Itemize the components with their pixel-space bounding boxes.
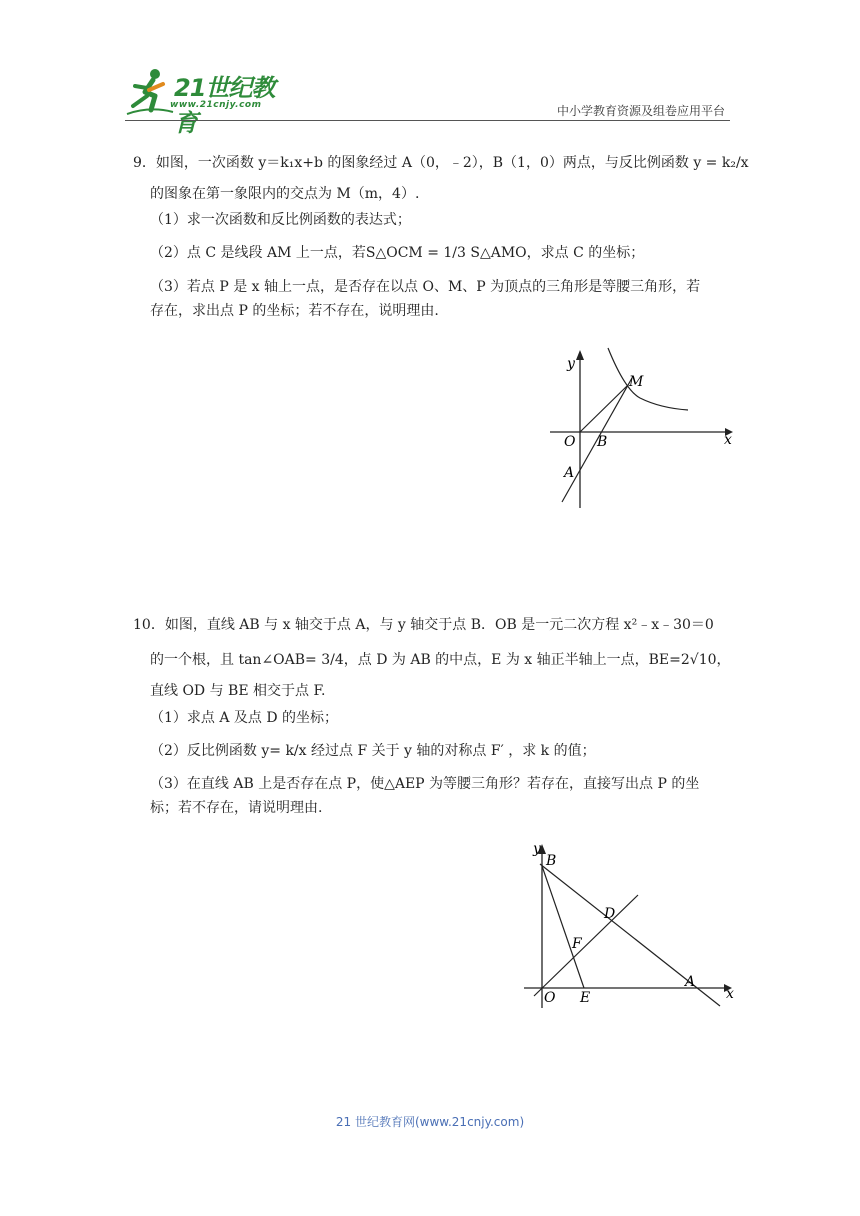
q10-line1: 10．如图，直线 AB 与 x 轴交于点 A，与 y 轴交于点 B．OB 是一元二次方程 x²﹣x﹣30＝0 xyxy=(133,617,714,633)
q9-label-a: A xyxy=(564,465,575,481)
q9-label-b: B xyxy=(597,434,608,450)
q10-label-d: D xyxy=(604,906,616,922)
q9-figure xyxy=(550,340,740,510)
q10-part3b: 标；若不存在，请说明理由. xyxy=(150,800,323,816)
q10-label-f: F xyxy=(572,936,582,952)
q9-label-o: O xyxy=(564,434,576,450)
q9-segment-om xyxy=(580,386,627,432)
q9-part3a: （3）若点 P 是 x 轴上一点，是否存在以点 O、M、P 为顶点的三角形是等腰三角形，若 xyxy=(150,279,701,295)
q10-part2: （2）反比例函数 y= k/x 经过点 F 关于 y 轴的对称点 F′ ，求 k 的值； xyxy=(150,743,596,759)
q9-label-y: y xyxy=(567,356,575,372)
q10-line-od xyxy=(534,895,638,996)
q9-line2: 的图象在第一象限内的交点为 M（m，4）. xyxy=(150,186,420,202)
runner-logo-icon xyxy=(125,66,175,118)
q10-part1: （1）求点 A 及点 D 的坐标； xyxy=(150,710,339,726)
q10-label-a: A xyxy=(685,974,696,990)
q9-y-arrow-icon xyxy=(576,350,584,360)
q9-line1: 9．如图，一次函数 y＝k₁x+b 的图象经过 A（0，﹣2），B（1，0）两点，与反比例函数 y = k₂/x xyxy=(133,155,749,171)
logo-url: www.21cnjy.com xyxy=(170,100,262,110)
q9-part2: （2）点 C 是线段 AM 上一点，若S△OCM = 1/3 S△AMO，求点 C 的坐标； xyxy=(150,245,645,261)
page-header xyxy=(0,0,860,137)
page-footer: 21 世纪教育网(www.21cnjy.com) xyxy=(335,1115,525,1129)
platform-name: 中小学教育资源及组卷应用平台 xyxy=(556,104,725,118)
q10-label-y: y xyxy=(533,841,541,857)
q9-part3b: 存在，求出点 P 的坐标；若不存在，说明理由. xyxy=(150,303,439,319)
q10-line3: 直线 OD 与 BE 相交于点 F. xyxy=(150,683,326,699)
q10-segment-be xyxy=(542,866,584,988)
site-logo xyxy=(125,66,295,137)
q10-label-o: O xyxy=(544,990,556,1006)
q9-hyperbola xyxy=(608,348,688,410)
q9-label-m: M xyxy=(629,374,644,390)
q10-line2: 的一个根，且 tan∠OAB= 3/4，点 D 为 AB 的中点，E 为 x 轴正半轴上一点，BE=2√10， xyxy=(150,652,731,668)
q9-label-x: x xyxy=(724,432,732,448)
q10-figure xyxy=(520,838,745,1016)
q10-label-e: E xyxy=(580,990,591,1006)
q9-part1: （1）求一次函数和反比例函数的表达式； xyxy=(150,212,411,228)
q10-part3a: （3）在直线 AB 上是否存在点 P，使△AEP 为等腰三角形？若存在，直接写出点 P 的坐 xyxy=(150,776,700,792)
logo-text: 21世纪教育 xyxy=(174,74,275,137)
q10-label-b: B xyxy=(546,853,557,869)
q10-label-x: x xyxy=(726,986,734,1002)
header-divider xyxy=(125,120,730,121)
